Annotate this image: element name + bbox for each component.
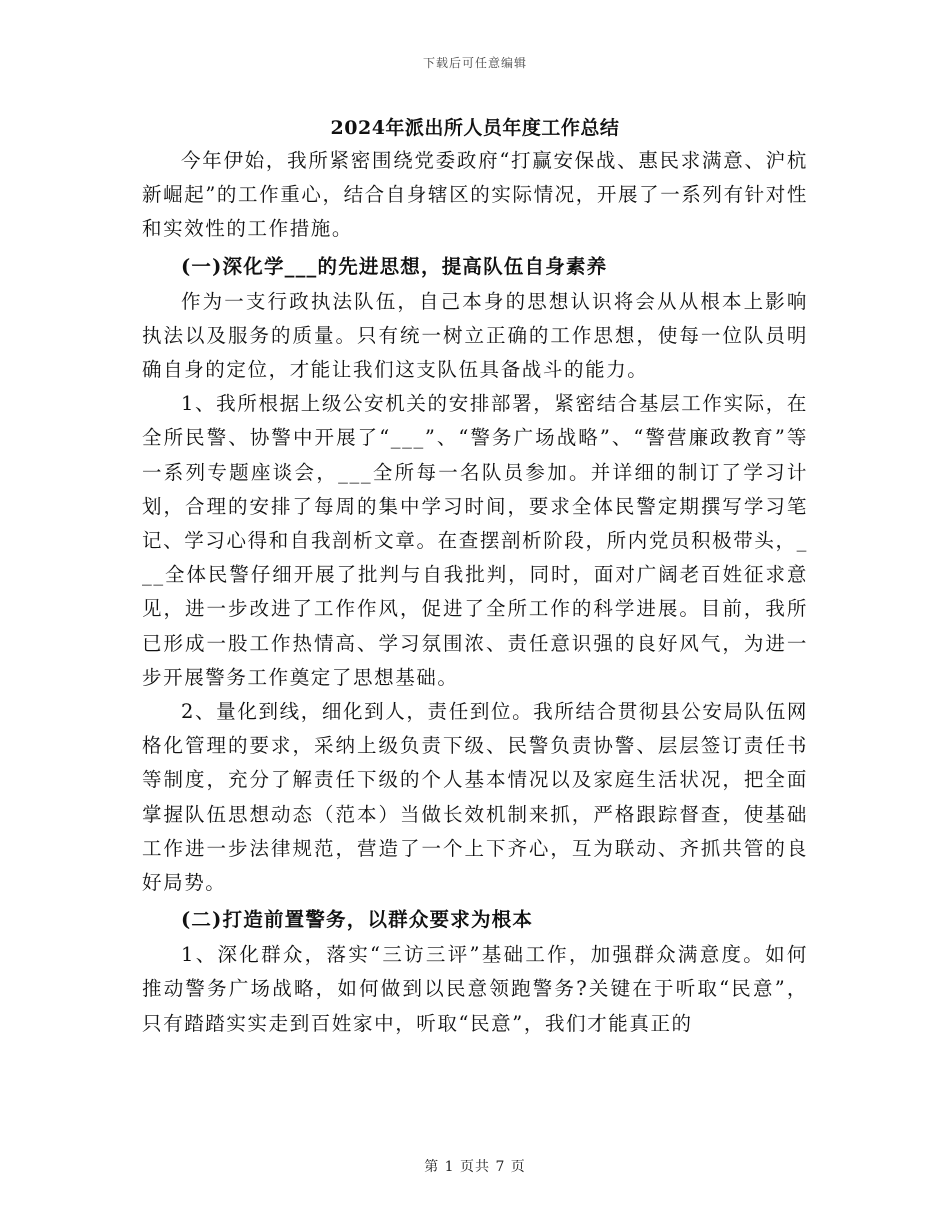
section-1-paragraph-1: 作为一支行政执法队伍，自己本身的思想认识将会从从根本上影响执法以及服务的质量。只有统一树立正确的工作思想，使每一位队员明确自身的定位，才能让我们这支队伍具备战斗的能力。 xyxy=(142,289,808,382)
header-note: 下载后可任意编辑 xyxy=(422,56,527,70)
page-footer: 第 1 页共 7 页 xyxy=(424,1159,526,1175)
section-2-heading: (二)打造前置警务，以群众要求为根本 xyxy=(181,908,534,932)
section-1-paragraph-2: 1、我所根据上级公安机关的安排部署，紧密结合基层工作实际，在全所民警、协警中开展了“___”、“警务广场战略”、“警营廉政教育”等一系列专题座谈会，___全所每一名队员参加。并详细的制订了学习计划，合理的安排了每周的集中学习时间，要求全体民警定期撰写学习笔记、学习心得和自我剖析文章。在查摆剖析阶段，所内党员积极带头，___全体民警仔细开展了批判与自我批判，同时，面对广阔老百姓征求意见，进一步改进了工作作风，促进了全所工作的科学进展。目前，我所已形成一股工作热情高、学习氛围浓、责任意识强的良好风气，为进一步开展警务工作奠定了思想基础。 xyxy=(142,392,808,689)
section-2-paragraph-1: 1、深化群众，落实“三访三评”基础工作，加强群众满意度。如何推动警务广场战略，如何做到以民意领跑警务?关键在于听取“民意”，只有踏踏实实走到百姓家中，听取“民意”，我们才能真正的 xyxy=(142,943,808,1035)
document-body xyxy=(142,112,808,1041)
document-title: 2024年派出所人员年度工作总结 xyxy=(330,117,620,139)
section-1-heading: (一)深化学___的先进思想，提高队伍自身素养 xyxy=(181,254,608,278)
section-1-paragraph-3: 2、量化到线，细化到人，责任到位。我所结合贯彻县公安局队伍网格化管理的要求，采纳上级负责下级、民警负责协警、层层签订责任书等制度，充分了解责任下级的个人基本情况以及家庭生活状况，把全面掌握队伍思想动态（范本）当做长效机制来抓，严格跟踪督查，使基础工作进一步法律规范，营造了一个上下齐心，互为联动、齐抓共管的良好局势。 xyxy=(142,700,808,895)
intro-paragraph: 今年伊始，我所紧密围绕党委政府“打赢安保战、惠民求满意、沪杭新崛起”的工作重心，结合自身辖区的实际情况，开展了一系列有针对性和实效性的工作措施。 xyxy=(142,149,808,241)
